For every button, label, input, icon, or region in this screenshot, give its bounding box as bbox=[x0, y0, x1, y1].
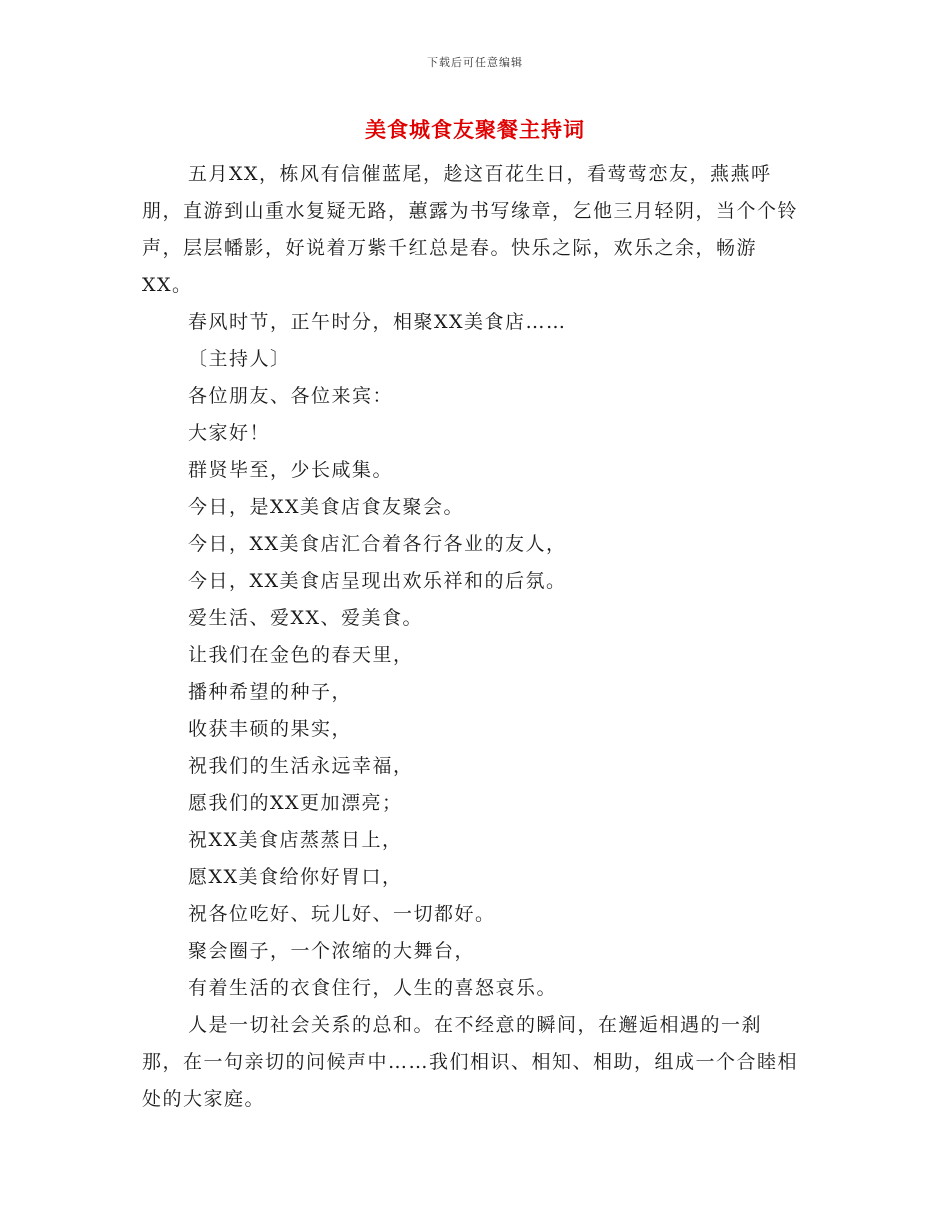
paragraph: 祝我们的生活永远幸福， bbox=[188, 755, 414, 777]
document-body bbox=[142, 156, 802, 1118]
paragraph: 五月XX，栋风有信催蓝尾，趁这百花生日，看莺莺恋友，燕燕呼朋，直游到山重水复疑无路，蕙露为书写缘章，乞他三月轻阴，当个个铃声，层层幡影，好说着万紫千红总是春。快乐之际，欢乐之余，畅游XX。 bbox=[142, 163, 799, 296]
paragraph: 播种希望的种子， bbox=[188, 681, 353, 703]
paragraph: 聚会圈子，一个浓缩的大舞台， bbox=[188, 940, 476, 962]
document-title: 美食城食友聚餐主持词 bbox=[365, 117, 585, 142]
paragraph: 祝各位吃好、玩儿好、一切都好。 bbox=[188, 903, 496, 925]
paragraph: 今日，是XX美食店食友聚会。 bbox=[188, 496, 465, 518]
paragraph: 〔主持人〕 bbox=[188, 348, 291, 370]
paragraph: 春风时节，正午时分，相聚XX美食店…… bbox=[188, 311, 567, 333]
header-note: 下载后可任意编辑 bbox=[427, 56, 523, 69]
paragraph: 大家好！ bbox=[188, 422, 271, 444]
paragraph: 今日，XX美食店汇合着各行各业的友人， bbox=[188, 533, 567, 555]
paragraph: 让我们在金色的春天里， bbox=[188, 644, 414, 666]
paragraph: 祝XX美食店蒸蒸日上， bbox=[188, 829, 403, 851]
paragraph: 各位朋友、各位来宾： bbox=[188, 385, 394, 407]
paragraph: 收获丰硕的果实， bbox=[188, 718, 353, 740]
paragraph: 人是一切社会关系的总和。在不经意的瞬间，在邂逅相遇的一刹那，在一句亲切的问候声中……我们相识、相知、相助，组成一个合睦相处的大家庭。 bbox=[142, 1014, 799, 1110]
paragraph: 愿我们的XX更加漂亮； bbox=[188, 792, 403, 814]
paragraph: 爱生活、爱XX、爱美食。 bbox=[188, 607, 424, 629]
paragraph: 群贤毕至，少长咸集。 bbox=[188, 459, 394, 481]
paragraph: 今日，XX美食店呈现出欢乐祥和的后氛。 bbox=[188, 570, 567, 592]
paragraph: 愿XX美食给你好胃口， bbox=[188, 866, 403, 888]
paragraph: 有着生活的衣食住行，人生的喜怒哀乐。 bbox=[188, 977, 558, 999]
